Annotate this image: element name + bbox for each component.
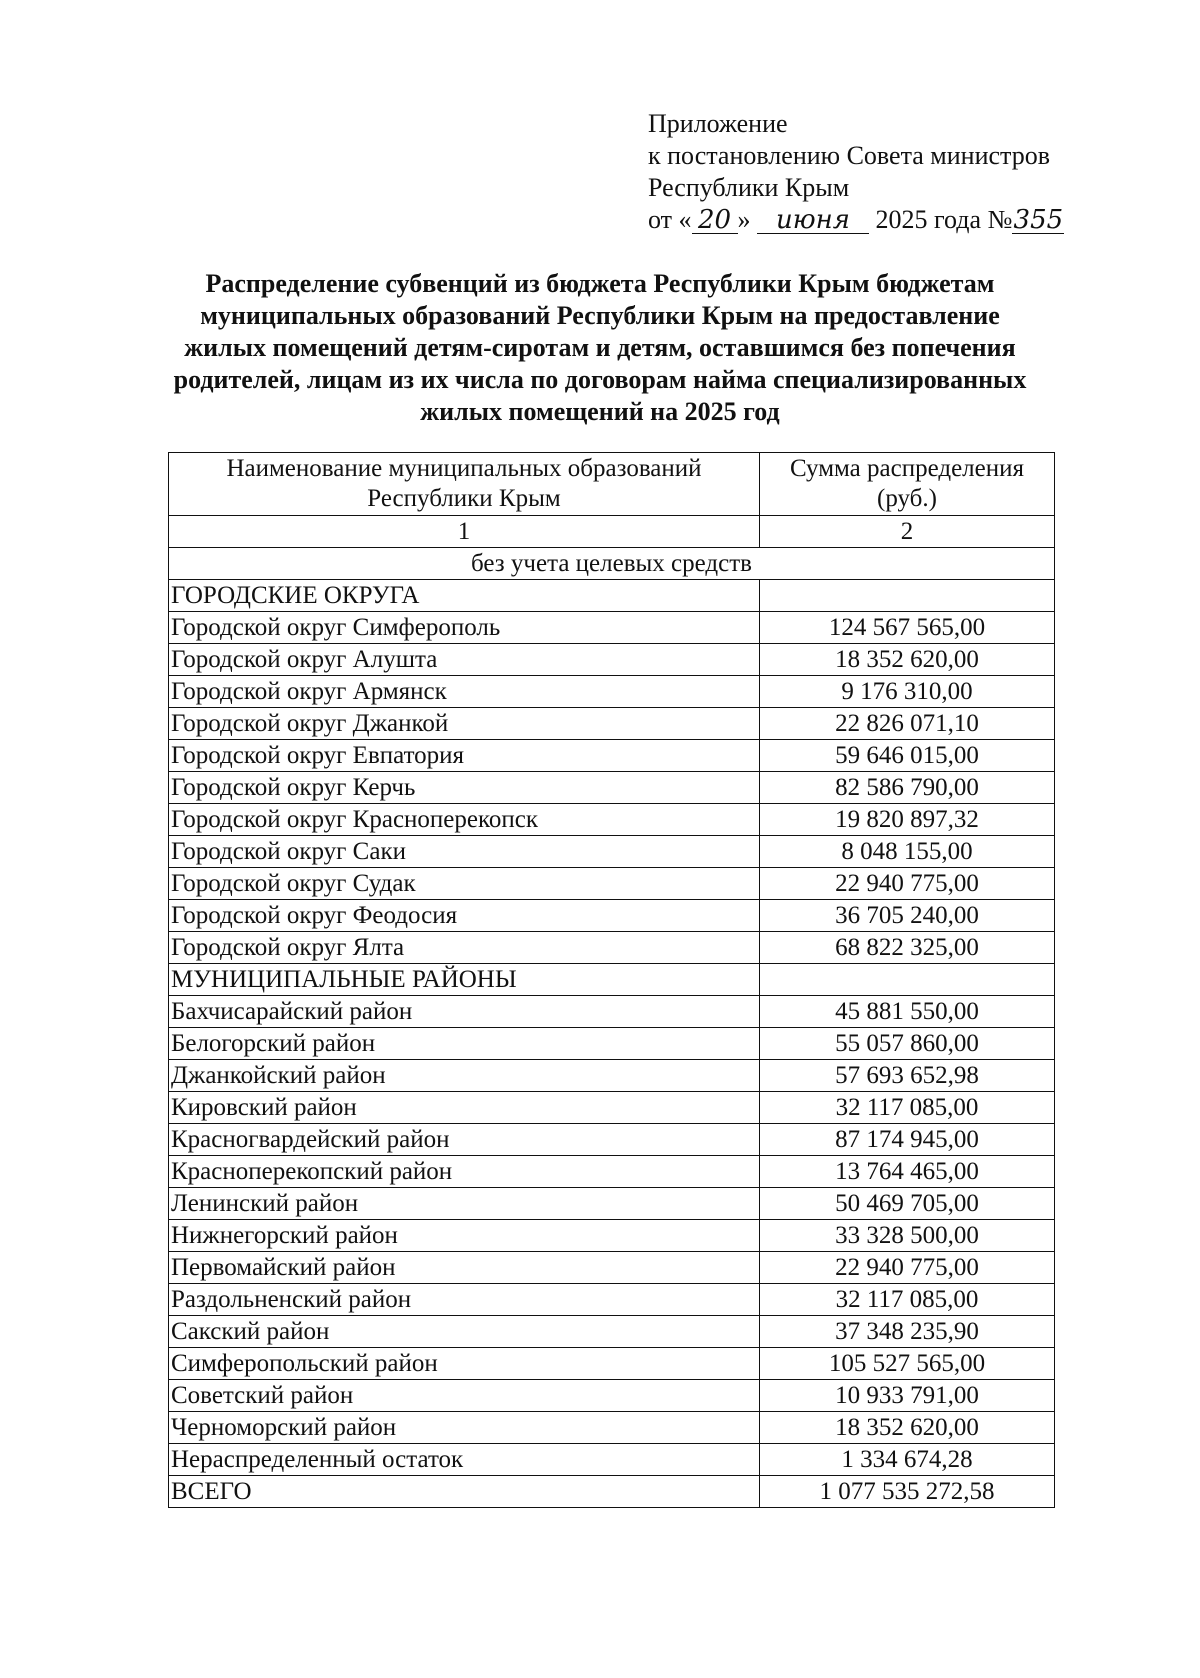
- date-separator: »: [737, 205, 751, 234]
- amount-cell: 105 527 565,00: [760, 1348, 1055, 1380]
- table-row: [169, 644, 1055, 676]
- date-month: июня: [757, 207, 869, 234]
- table-row: [169, 1060, 1055, 1092]
- amount-cell: 33 328 500,00: [760, 1220, 1055, 1252]
- table-row: [169, 900, 1055, 932]
- date-year: 2025 года №: [875, 205, 1013, 234]
- table-row: [169, 932, 1055, 964]
- amount-cell: 50 469 705,00: [760, 1188, 1055, 1220]
- amount-cell: 1 077 535 272,58: [760, 1476, 1055, 1508]
- municipality-name: Ленинский район: [169, 1188, 760, 1220]
- municipality-name: Бахчисарайский район: [169, 996, 760, 1028]
- table-row: [169, 868, 1055, 900]
- section-header-row: [169, 964, 1055, 996]
- municipality-name: Советский район: [169, 1380, 760, 1412]
- amount-cell: 45 881 550,00: [760, 996, 1055, 1028]
- date-day: 20: [692, 207, 738, 234]
- municipality-name: Раздольненский район: [169, 1284, 760, 1316]
- amount-cell: 8 048 155,00: [760, 836, 1055, 868]
- table-row: [169, 1380, 1055, 1412]
- amount-cell: 9 176 310,00: [760, 676, 1055, 708]
- municipality-name: Городской округ Ялта: [169, 932, 760, 964]
- municipality-name: Городской округ Саки: [169, 836, 760, 868]
- total-row: [169, 1476, 1055, 1508]
- date-prefix: от «: [648, 205, 692, 234]
- table-header-row: [169, 453, 1055, 516]
- municipality-name: Нераспределенный остаток: [169, 1444, 760, 1476]
- table-row: [169, 708, 1055, 740]
- municipality-name: Городской округ Феодосия: [169, 900, 760, 932]
- appendix-line-2: к постановлению Совета министров: [648, 141, 1050, 170]
- column-number-1: 1: [169, 516, 760, 548]
- municipality-name: Красноперекопский район: [169, 1156, 760, 1188]
- table-row: [169, 996, 1055, 1028]
- table-row: [169, 740, 1055, 772]
- municipality-name: ВСЕГО: [169, 1476, 760, 1508]
- table-row: [169, 612, 1055, 644]
- municipality-name: Белогорский район: [169, 1028, 760, 1060]
- table-row: [169, 1028, 1055, 1060]
- municipality-name: Джанкойский район: [169, 1060, 760, 1092]
- appendix-line-1: Приложение: [648, 109, 788, 138]
- table-row: [169, 772, 1055, 804]
- table-row: [169, 1252, 1055, 1284]
- municipality-name: Городской округ Судак: [169, 868, 760, 900]
- document-title: Распределение субвенций из бюджета Республики Крым бюджетам муниципальных образований Республики Крым на предоставление жилых помещений детям-сиротам и детям, оставшимся без попечения родителей, лицам из их числа по договорам найма специализированных жилых помещений на 2025 год: [173, 269, 1027, 426]
- municipality-name: Городской округ Керчь: [169, 772, 760, 804]
- municipality-name: Красногвардейский район: [169, 1124, 760, 1156]
- table-row: [169, 836, 1055, 868]
- amount-cell: 37 348 235,90: [760, 1316, 1055, 1348]
- municipality-name: Городской округ Красноперекопск: [169, 804, 760, 836]
- amount-cell: [760, 580, 1055, 612]
- table-row: [169, 1412, 1055, 1444]
- municipality-name: Городской округ Армянск: [169, 676, 760, 708]
- amount-cell: 57 693 652,98: [760, 1060, 1055, 1092]
- amount-cell: 18 352 620,00: [760, 644, 1055, 676]
- appendix-date-line: [648, 204, 1168, 236]
- document-number: 355: [1013, 205, 1064, 235]
- municipality-name: Сакский район: [169, 1316, 760, 1348]
- column-number-row: [169, 516, 1055, 548]
- appendix-block: [648, 108, 1168, 236]
- municipality-name: ГОРОДСКИЕ ОКРУГА: [169, 580, 760, 612]
- amount-cell: 124 567 565,00: [760, 612, 1055, 644]
- amount-cell: 68 822 325,00: [760, 932, 1055, 964]
- table-row: [169, 1188, 1055, 1220]
- municipality-name: Городской округ Симферополь: [169, 612, 760, 644]
- amount-cell: 22 826 071,10: [760, 708, 1055, 740]
- appendix-line-3: Республики Крым: [648, 173, 850, 202]
- amount-cell: 55 057 860,00: [760, 1028, 1055, 1060]
- municipality-name: Кировский район: [169, 1092, 760, 1124]
- table-row: [169, 1316, 1055, 1348]
- note-cell: без учета целевых средств: [169, 548, 1055, 580]
- distribution-table: [168, 452, 1055, 1508]
- amount-cell: 36 705 240,00: [760, 900, 1055, 932]
- header-amount: Сумма распределения (руб.): [760, 453, 1055, 516]
- municipality-name: Первомайский район: [169, 1252, 760, 1284]
- amount-cell: 1 334 674,28: [760, 1444, 1055, 1476]
- amount-cell: 32 117 085,00: [760, 1092, 1055, 1124]
- table-row: [169, 1156, 1055, 1188]
- table-row: [169, 1124, 1055, 1156]
- amount-cell: 82 586 790,00: [760, 772, 1055, 804]
- amount-cell: 19 820 897,32: [760, 804, 1055, 836]
- amount-cell: 13 764 465,00: [760, 1156, 1055, 1188]
- amount-cell: 18 352 620,00: [760, 1412, 1055, 1444]
- note-row: [169, 548, 1055, 580]
- table-row: [169, 676, 1055, 708]
- municipality-name: Городской округ Алушта: [169, 644, 760, 676]
- municipality-name: МУНИЦИПАЛЬНЫЕ РАЙОНЫ: [169, 964, 760, 996]
- amount-cell: 32 117 085,00: [760, 1284, 1055, 1316]
- amount-cell: 22 940 775,00: [760, 1252, 1055, 1284]
- amount-cell: 22 940 775,00: [760, 868, 1055, 900]
- amount-cell: 10 933 791,00: [760, 1380, 1055, 1412]
- municipality-name: Симферопольский район: [169, 1348, 760, 1380]
- unallocated-row: [169, 1444, 1055, 1476]
- section-header-row: [169, 580, 1055, 612]
- municipality-name: Черноморский район: [169, 1412, 760, 1444]
- table-row: [169, 1092, 1055, 1124]
- table-row: [169, 804, 1055, 836]
- municipality-name: Городской округ Евпатория: [169, 740, 760, 772]
- table-row: [169, 1220, 1055, 1252]
- table-row: [169, 1348, 1055, 1380]
- header-municipality: Наименование муниципальных образований Республики Крым: [169, 453, 760, 516]
- amount-cell: 59 646 015,00: [760, 740, 1055, 772]
- municipality-name: Нижнегорский район: [169, 1220, 760, 1252]
- column-number-2: 2: [760, 516, 1055, 548]
- amount-cell: 87 174 945,00: [760, 1124, 1055, 1156]
- amount-cell: [760, 964, 1055, 996]
- table-row: [169, 1284, 1055, 1316]
- municipality-name: Городской округ Джанкой: [169, 708, 760, 740]
